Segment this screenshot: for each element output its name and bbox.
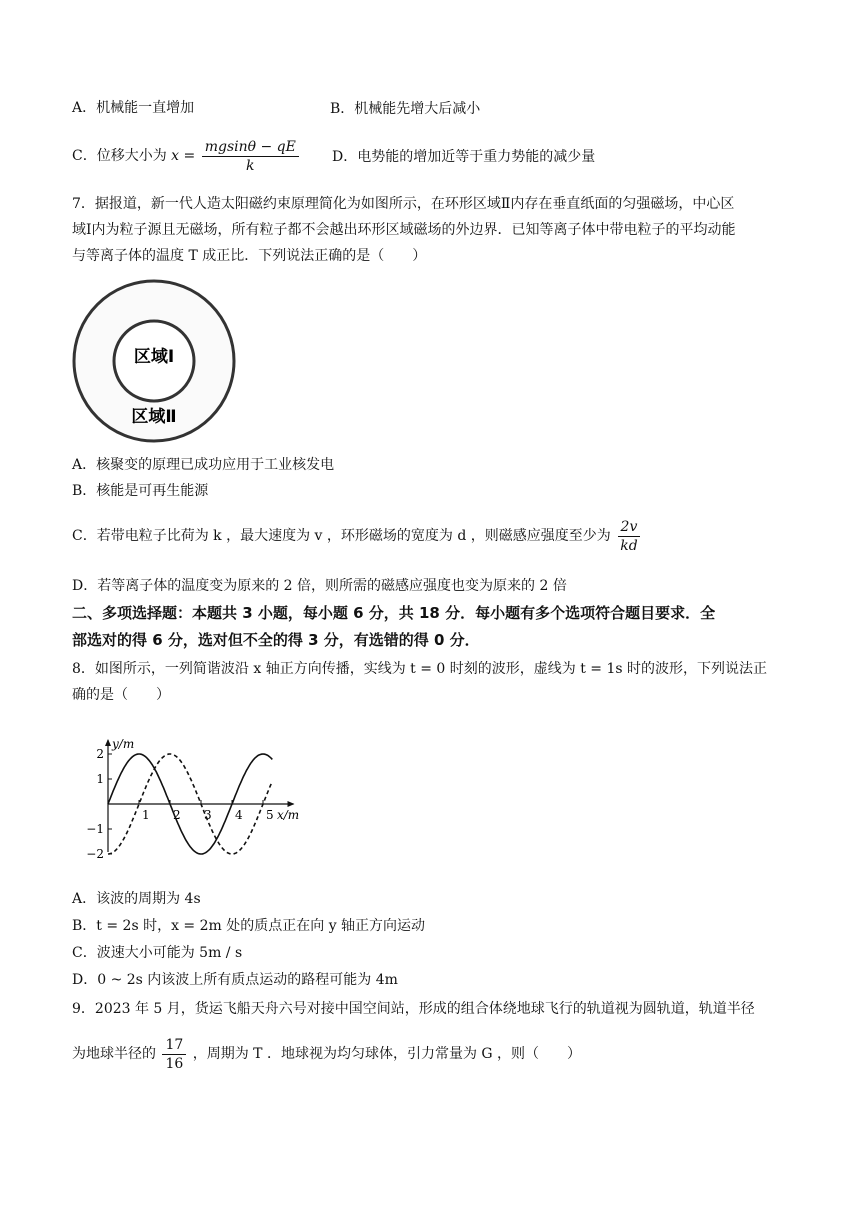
q6-option-b: B．机械能先增大后减小 <box>330 101 481 117</box>
q6-option-c-denominator: k <box>246 157 255 174</box>
q8-option-a: A．该波的周期为 4s <box>72 891 201 907</box>
x-tick-label: 3 <box>204 808 212 822</box>
section-2-heading-line-2: 部选对的得 6 分，选对但不全的得 3 分，有选错的得 0 分． <box>72 631 480 649</box>
region-two-label: 区域Ⅱ <box>131 407 177 427</box>
q9-stem-line-2-prefix: 为地球半径的 <box>72 1046 156 1062</box>
q9-stem-line-2-suffix: ，周期为 T ．地球视为均匀球体，引力常量为 G ，则（ ） <box>192 1046 582 1062</box>
region-one-label: 区域Ⅰ <box>133 347 175 367</box>
q8-option-d: D．0 ~ 2s 内该波上所有质点运动的路程可能为 4m <box>72 972 398 988</box>
q7-option-c-numerator: 2v <box>618 518 641 537</box>
q7-stem-line-1: 7．据报道，新一代人造太阳磁约束原理简化为如图所示，在环形区域Ⅱ内存在垂直纸面的匀强磁场，中心区 <box>72 196 735 212</box>
q7-option-c-text: C．若带电粒子比荷为 k ，最大速度为 v ，环形磁场的宽度为 d ，则磁感应强度至少为 <box>72 528 611 544</box>
y-tick-label: −1 <box>86 822 104 836</box>
q8-wave-chart <box>86 722 306 868</box>
y-tick-label: 1 <box>96 772 104 786</box>
q9-stem-line-2 <box>72 1034 581 1074</box>
y-tick-label: 2 <box>96 747 104 761</box>
q7-stem-line-3: 与等离子体的温度 T 成正比．下列说法正确的是（ ） <box>72 248 427 264</box>
q9-fraction-numerator: 17 <box>162 1036 186 1055</box>
q6-option-c-lhs: x = <box>171 148 196 164</box>
q6-option-d: D．电势能的增加近等于重力势能的减少量 <box>332 149 596 165</box>
q9-stem-line-1: 9．2023 年 5 月，货运飞船天舟六号对接中国空间站，形成的组合体绕地球飞行的轨道视为圆轨道，轨道半径 <box>72 1001 755 1017</box>
q9-radius-fraction <box>162 1036 186 1073</box>
q7-stem-line-2: 域Ⅰ内为粒子源且无磁场，所有粒子都不会越出环形区域磁场的外边界．已知等离子体中带电粒子的平均动能 <box>72 222 736 238</box>
x-axis-label: x/m <box>277 808 300 822</box>
x-tick-label: 5 <box>266 808 274 822</box>
q7-option-c-fraction <box>617 518 640 555</box>
x-tick-label: 1 <box>142 808 150 822</box>
q7-option-c-denominator: kd <box>620 537 638 554</box>
q6-option-c-fraction <box>202 138 299 175</box>
q7-option-d: D．若等离子体的温度变为原来的 2 倍，则所需的磁感应强度也变为原来的 2 倍 <box>72 578 567 594</box>
q7-option-b: B．核能是可再生能源 <box>72 483 209 499</box>
y-axis-label: y/m <box>112 737 135 751</box>
q6-option-c-prefix: C．位移大小为 <box>72 148 167 164</box>
q7-option-a: A．核聚变的原理已成功应用于工业核发电 <box>72 457 335 473</box>
q6-option-a: A．机械能一直增加 <box>72 100 195 116</box>
q9-fraction-denominator: 16 <box>165 1055 184 1072</box>
q8-option-c: C．波速大小可能为 5m / s <box>72 945 243 961</box>
q6-option-c-numerator: mgsinθ − qE <box>202 138 299 157</box>
section-2-heading-line-1: 二、多项选择题：本题共 3 小题，每小题 6 分，共 18 分．每小题有多个选项符合题目要求．全 <box>72 604 716 622</box>
x-tick-label: 4 <box>235 808 243 822</box>
y-tick-label: −2 <box>86 847 104 861</box>
q8-stem-line-1: 8．如图所示，一列简谐波沿 x 轴正方向传播，实线为 t = 0 时刻的波形，虚线为 t = 1s 时的波形，下列说法正 <box>72 661 768 677</box>
q7-ring-figure <box>72 276 242 446</box>
y-axis-arrow <box>105 739 111 746</box>
q6-option-c <box>72 136 301 176</box>
x-axis-arrow <box>288 801 295 807</box>
q8-stem-line-2: 确的是（ ） <box>72 687 170 703</box>
q7-option-c <box>72 516 643 556</box>
q8-option-b: B．t = 2s 时，x = 2m 处的质点正在向 y 轴正方向运动 <box>72 918 426 934</box>
x-tick-label: 2 <box>173 808 181 822</box>
